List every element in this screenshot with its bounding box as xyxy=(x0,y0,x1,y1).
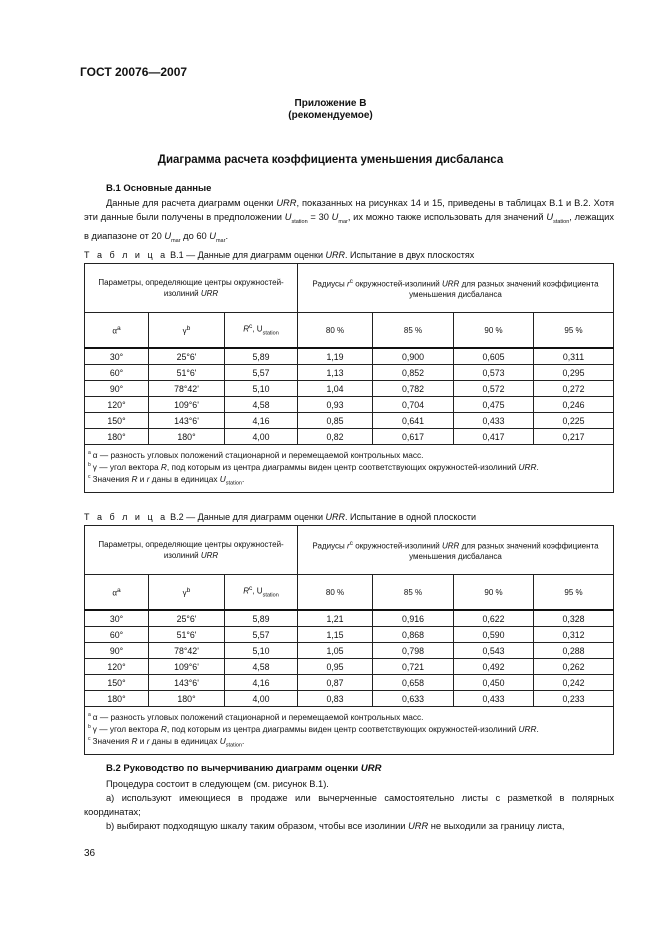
table-cell: 0,295 xyxy=(534,365,614,381)
table-cell: 5,57 xyxy=(225,365,298,381)
radii-header: Радиусы $r^c$ окружностей-изолиний URR для разных значений коэффициента уменьшения дисбаланса xyxy=(298,264,614,313)
col-r: $R^c$, $U_{station}$ xyxy=(225,313,298,349)
table-cell: 1,04 xyxy=(298,381,373,397)
table-cell: 25°6' xyxy=(149,610,225,627)
section-b2-body xyxy=(84,777,614,833)
table-cell: 0,242 xyxy=(534,675,614,691)
table-cell: 180° xyxy=(149,429,225,445)
section-b1-paragraph: Данные для расчета диаграмм оценки URR, показанных на рисунках 14 и 15, приведены в таблицах В.1 и В.2. Хотя эти данные были получены в предположении $U_{station} = 30$ $U_{mar}$, их можно также использовать для значений $U_{station}$, лежащих в диапазоне от 20 $U_{mar}$ до 60 $U_{mar}$. xyxy=(84,198,615,244)
table-cell: 0,87 xyxy=(298,675,373,691)
table-cell: 4,58 xyxy=(225,659,298,675)
table-cell: 0,798 xyxy=(373,643,454,659)
col-90: 90 % xyxy=(454,313,534,349)
table-cell: 0,288 xyxy=(534,643,614,659)
table-cell: 30° xyxy=(85,348,149,365)
table-cell: 0,95 xyxy=(298,659,373,675)
table-cell: 5,89 xyxy=(225,348,298,365)
table-cell: 90° xyxy=(85,381,149,397)
table-cell: 0,622 xyxy=(454,610,534,627)
section-b1-heading: В.1 Основные данные xyxy=(106,183,212,194)
appendix-title: Приложение В xyxy=(294,98,367,109)
table-cell: 0,272 xyxy=(534,381,614,397)
table-cell: 1,19 xyxy=(298,348,373,365)
b2-item-a: a) используют имеющиеся в продаже или вычерченные самостоятельно листы с разметкой в полярных координатах; xyxy=(84,793,614,817)
table-cell: 0,900 xyxy=(373,348,454,365)
table-cell: 0,328 xyxy=(534,610,614,627)
col-gamma: $\gamma^b$ xyxy=(149,575,225,611)
table-cell: 0,433 xyxy=(454,413,534,429)
table2-notes: $^a$ α — разность угловых положений стационарной и перемещаемой контрольных масс. $^b$ γ — угол вектора R, под которым из центра диаграммы виден центр соответствующих окружностей-изолиний URR. $^c$ Значения R и r даны в единицах $U_{station}$. xyxy=(85,707,614,755)
table-cell: 0,605 xyxy=(454,348,534,365)
table-cell: 4,00 xyxy=(225,691,298,707)
table-cell: 4,00 xyxy=(225,429,298,445)
table-cell: 0,782 xyxy=(373,381,454,397)
table-cell: 120° xyxy=(85,397,149,413)
table1-caption: Т а б л и ц а В.1 — Данные для диаграмм оценки URR. Испытание в двух плоскостях xyxy=(84,250,475,260)
table-cell: 90° xyxy=(85,643,149,659)
table-cell: 0,492 xyxy=(454,659,534,675)
col-90: 90 % xyxy=(454,575,534,611)
col-80: 80 % xyxy=(298,313,373,349)
table-cell: 5,57 xyxy=(225,627,298,643)
table-cell: 4,58 xyxy=(225,397,298,413)
table-cell: 0,704 xyxy=(373,397,454,413)
document-title: Диаграмма расчета коэффициента уменьшения дисбаланса xyxy=(157,154,504,166)
table-cell: 0,450 xyxy=(454,675,534,691)
table-cell: 143°6' xyxy=(149,675,225,691)
table-cell: 0,475 xyxy=(454,397,534,413)
table-cell: 180° xyxy=(85,691,149,707)
table1-notes: $^a$ α — разность угловых положений стационарной и перемещаемой контрольных масс. $^b$ γ — угол вектора R, под которым из центра диаграммы виден центр соответствующих окружностей-изолиний URR. $^c$ Значения R и r даны в единицах $U_{station}$. xyxy=(85,445,614,493)
table-cell: 0,852 xyxy=(373,365,454,381)
table-cell: 51°6' xyxy=(149,627,225,643)
table-row xyxy=(85,627,614,643)
col-95: 95 % xyxy=(534,575,614,611)
section-b2-heading: В.2 Руководство по вычерчиванию диаграмм оценки URR xyxy=(106,763,382,774)
table-cell: 180° xyxy=(149,691,225,707)
table2-caption: Т а б л и ц а В.2 — Данные для диаграмм оценки URR. Испытание в одной плоскости xyxy=(84,512,477,522)
col-gamma: $\gamma^b$ xyxy=(149,313,225,349)
table-cell: 0,617 xyxy=(373,429,454,445)
table-cell: 0,85 xyxy=(298,413,373,429)
table-cell: 60° xyxy=(85,365,149,381)
table1 xyxy=(84,263,614,493)
table-cell: 4,16 xyxy=(225,413,298,429)
table-cell: 120° xyxy=(85,659,149,675)
params-header: Параметры, определяющие центры окружностей-изолиний URR xyxy=(85,264,298,313)
table-cell: 0,233 xyxy=(534,691,614,707)
table-cell: 0,246 xyxy=(534,397,614,413)
table-cell: 0,721 xyxy=(373,659,454,675)
table-cell: 5,10 xyxy=(225,381,298,397)
table-cell: 25°6' xyxy=(149,348,225,365)
table-cell: 1,21 xyxy=(298,610,373,627)
table-cell: 0,311 xyxy=(534,348,614,365)
table-cell: 0,590 xyxy=(454,627,534,643)
table-cell: 0,82 xyxy=(298,429,373,445)
table-cell: 150° xyxy=(85,413,149,429)
table-cell: 1,05 xyxy=(298,643,373,659)
table-cell: 0,573 xyxy=(454,365,534,381)
table-cell: 30° xyxy=(85,610,149,627)
document-header: ГОСТ 20076—2007 xyxy=(80,65,188,79)
table-row xyxy=(85,675,614,691)
table-row xyxy=(85,659,614,675)
table-row xyxy=(85,610,614,627)
col-85: 85 % xyxy=(373,313,454,349)
table-cell: 51°6' xyxy=(149,365,225,381)
table-row xyxy=(85,348,614,365)
table-cell: 0,572 xyxy=(454,381,534,397)
col-r: $R^c$, $U_{station}$ xyxy=(225,575,298,611)
col-alpha: $\alpha^a$ xyxy=(85,313,149,349)
table-cell: 0,417 xyxy=(454,429,534,445)
b2-intro: Процедура состоит в следующем (см. рисунок В.1). xyxy=(106,779,329,789)
table-cell: 78°42' xyxy=(149,381,225,397)
table-row xyxy=(85,381,614,397)
table-cell: 150° xyxy=(85,675,149,691)
table-cell: 0,93 xyxy=(298,397,373,413)
table-row xyxy=(85,429,614,445)
table-cell: 0,225 xyxy=(534,413,614,429)
col-80: 80 % xyxy=(298,575,373,611)
col-95: 95 % xyxy=(534,313,614,349)
table-row xyxy=(85,691,614,707)
table-cell: 0,217 xyxy=(534,429,614,445)
table-cell: 0,543 xyxy=(454,643,534,659)
table-cell: 0,262 xyxy=(534,659,614,675)
table-cell: 1,13 xyxy=(298,365,373,381)
table-cell: 0,641 xyxy=(373,413,454,429)
table-row xyxy=(85,397,614,413)
table-cell: 0,83 xyxy=(298,691,373,707)
table-cell: 5,10 xyxy=(225,643,298,659)
table-cell: 0,916 xyxy=(373,610,454,627)
table-cell: 0,312 xyxy=(534,627,614,643)
b2-item-b: b) выбирают подходящую шкалу таким образом, чтобы все изолинии URR не выходили за границу листа, xyxy=(106,821,565,831)
table-cell: 109°6' xyxy=(149,659,225,675)
table-cell: 180° xyxy=(85,429,149,445)
table2 xyxy=(84,525,614,755)
table-cell: 78°42' xyxy=(149,643,225,659)
table-cell: 0,868 xyxy=(373,627,454,643)
table-row xyxy=(85,365,614,381)
table-row xyxy=(85,643,614,659)
table-cell: 5,89 xyxy=(225,610,298,627)
table-cell: 4,16 xyxy=(225,675,298,691)
table-cell: 143°6' xyxy=(149,413,225,429)
table-cell: 60° xyxy=(85,627,149,643)
col-alpha: $\alpha^a$ xyxy=(85,575,149,611)
col-85: 85 % xyxy=(373,575,454,611)
table-cell: 1,15 xyxy=(298,627,373,643)
table-row xyxy=(85,413,614,429)
table-cell: 0,433 xyxy=(454,691,534,707)
page-number: 36 xyxy=(84,848,96,859)
table-cell: 0,658 xyxy=(373,675,454,691)
table-cell: 109°6' xyxy=(149,397,225,413)
radii-header: Радиусы $r^c$ окружностей-изолиний URR для разных значений коэффициента уменьшения дисбаланса xyxy=(298,526,614,575)
table-cell: 0,633 xyxy=(373,691,454,707)
appendix-status: (рекомендуемое) xyxy=(288,110,373,121)
params-header: Параметры, определяющие центры окружностей-изолиний URR xyxy=(85,526,298,575)
